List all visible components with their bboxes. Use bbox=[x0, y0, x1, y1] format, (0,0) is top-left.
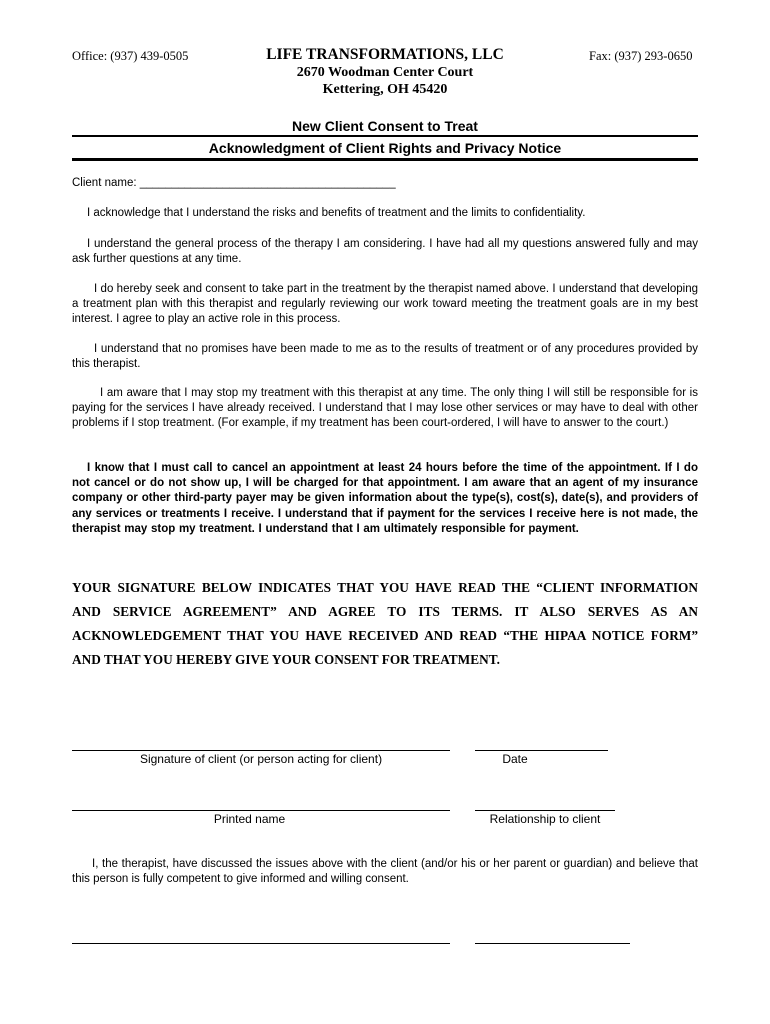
form-title: New Client Consent to Treat bbox=[292, 118, 478, 134]
therapist-date-line[interactable] bbox=[475, 943, 630, 944]
relationship-line[interactable] bbox=[475, 810, 615, 811]
title-divider bbox=[72, 135, 698, 137]
paragraph-cancellation-payment: I know that I must call to cancel an appointment at least 24 hours before the time of the appointment. If I do not cancel or do not show up, I will be charged for that appointment. I am aware that an agent of my insurance company or other third-party payer may be given information about the type(s), cost(s), date(s), and providers of any services or treatments I receive. I understand that if payment for the services I receive here is not made, the therapist may stop my treatment. I understand that I am ultimately responsible for payment. bbox=[72, 462, 698, 535]
client-signature-line[interactable] bbox=[72, 750, 450, 751]
relationship-label: Relationship to client bbox=[489, 812, 601, 826]
signature-agreement-notice: YOUR SIGNATURE BELOW INDICATES THAT YOU HAVE READ THE “CLIENT INFORMATION AND SERVICE AGREEMENT” AND AGREE TO ITS TERMS. IT ALSO SERVES AS AN ACKNOWLEDGEMENT THAT YOU HAVE RECEIVED AND READ “THE HIPAA NOTICE FORM” AND THAT YOU HEREBY GIVE YOUR CONSENT FOR TREATMENT. bbox=[72, 580, 698, 667]
client-signature-label: Signature of client (or person acting for client) bbox=[139, 752, 383, 766]
printed-name-line[interactable] bbox=[72, 810, 450, 811]
address-line-2: Kettering, OH 45420 bbox=[322, 82, 448, 97]
paragraph-process: I understand the general process of the therapy I am considering. I have had all my questions answered fully and may ask further questions at any time. bbox=[72, 238, 698, 266]
paragraph-stop-treatment: I am aware that I may stop my treatment with this therapist at any time. The only thing I will still be responsible for is paying for the services I have already received. I understand that I may lose other services or may have to deal with other problems if I stop treatment. (For example, if my treatment has been court-ordered, I will have to answer to the court.) bbox=[72, 387, 698, 430]
company-name: LIFE TRANSFORMATIONS, LLC bbox=[266, 46, 504, 63]
paragraph-risks: I acknowledge that I understand the risks and benefits of treatment and the limits to confidentiality. bbox=[87, 207, 586, 219]
therapist-signature-line[interactable] bbox=[72, 943, 450, 944]
office-phone: Office: (937) 439-0505 bbox=[72, 49, 189, 63]
date-line[interactable] bbox=[475, 750, 608, 751]
form-subtitle: Acknowledgment of Client Rights and Privacy Notice bbox=[208, 140, 562, 156]
fax-number: Fax: (937) 293-0650 bbox=[589, 49, 693, 63]
letterhead bbox=[0, 46, 770, 99]
paragraph-consent: I do hereby seek and consent to take part in the treatment by the therapist named above. I understand that developing a treatment plan with this therapist and regularly reviewing our work toward meeting the treatment goals are in my best interest. I agree to play an active role in this process. bbox=[72, 283, 698, 326]
subtitle-divider bbox=[72, 158, 698, 161]
paragraph-no-promises: I understand that no promises have been made to me as to the results of treatment or of any procedures provided by this therapist. bbox=[72, 343, 698, 371]
date-label: Date bbox=[502, 752, 528, 766]
address-line-1: 2670 Woodman Center Court bbox=[296, 64, 474, 80]
therapist-statement: I, the therapist, have discussed the issues above with the client (and/or his or her parent or guardian) and believe that this person is fully competent to give informed and willing consent. bbox=[72, 858, 698, 886]
printed-name-label: Printed name bbox=[213, 812, 286, 826]
client-name-field[interactable]: Client name: ________________________________________ bbox=[72, 177, 396, 189]
